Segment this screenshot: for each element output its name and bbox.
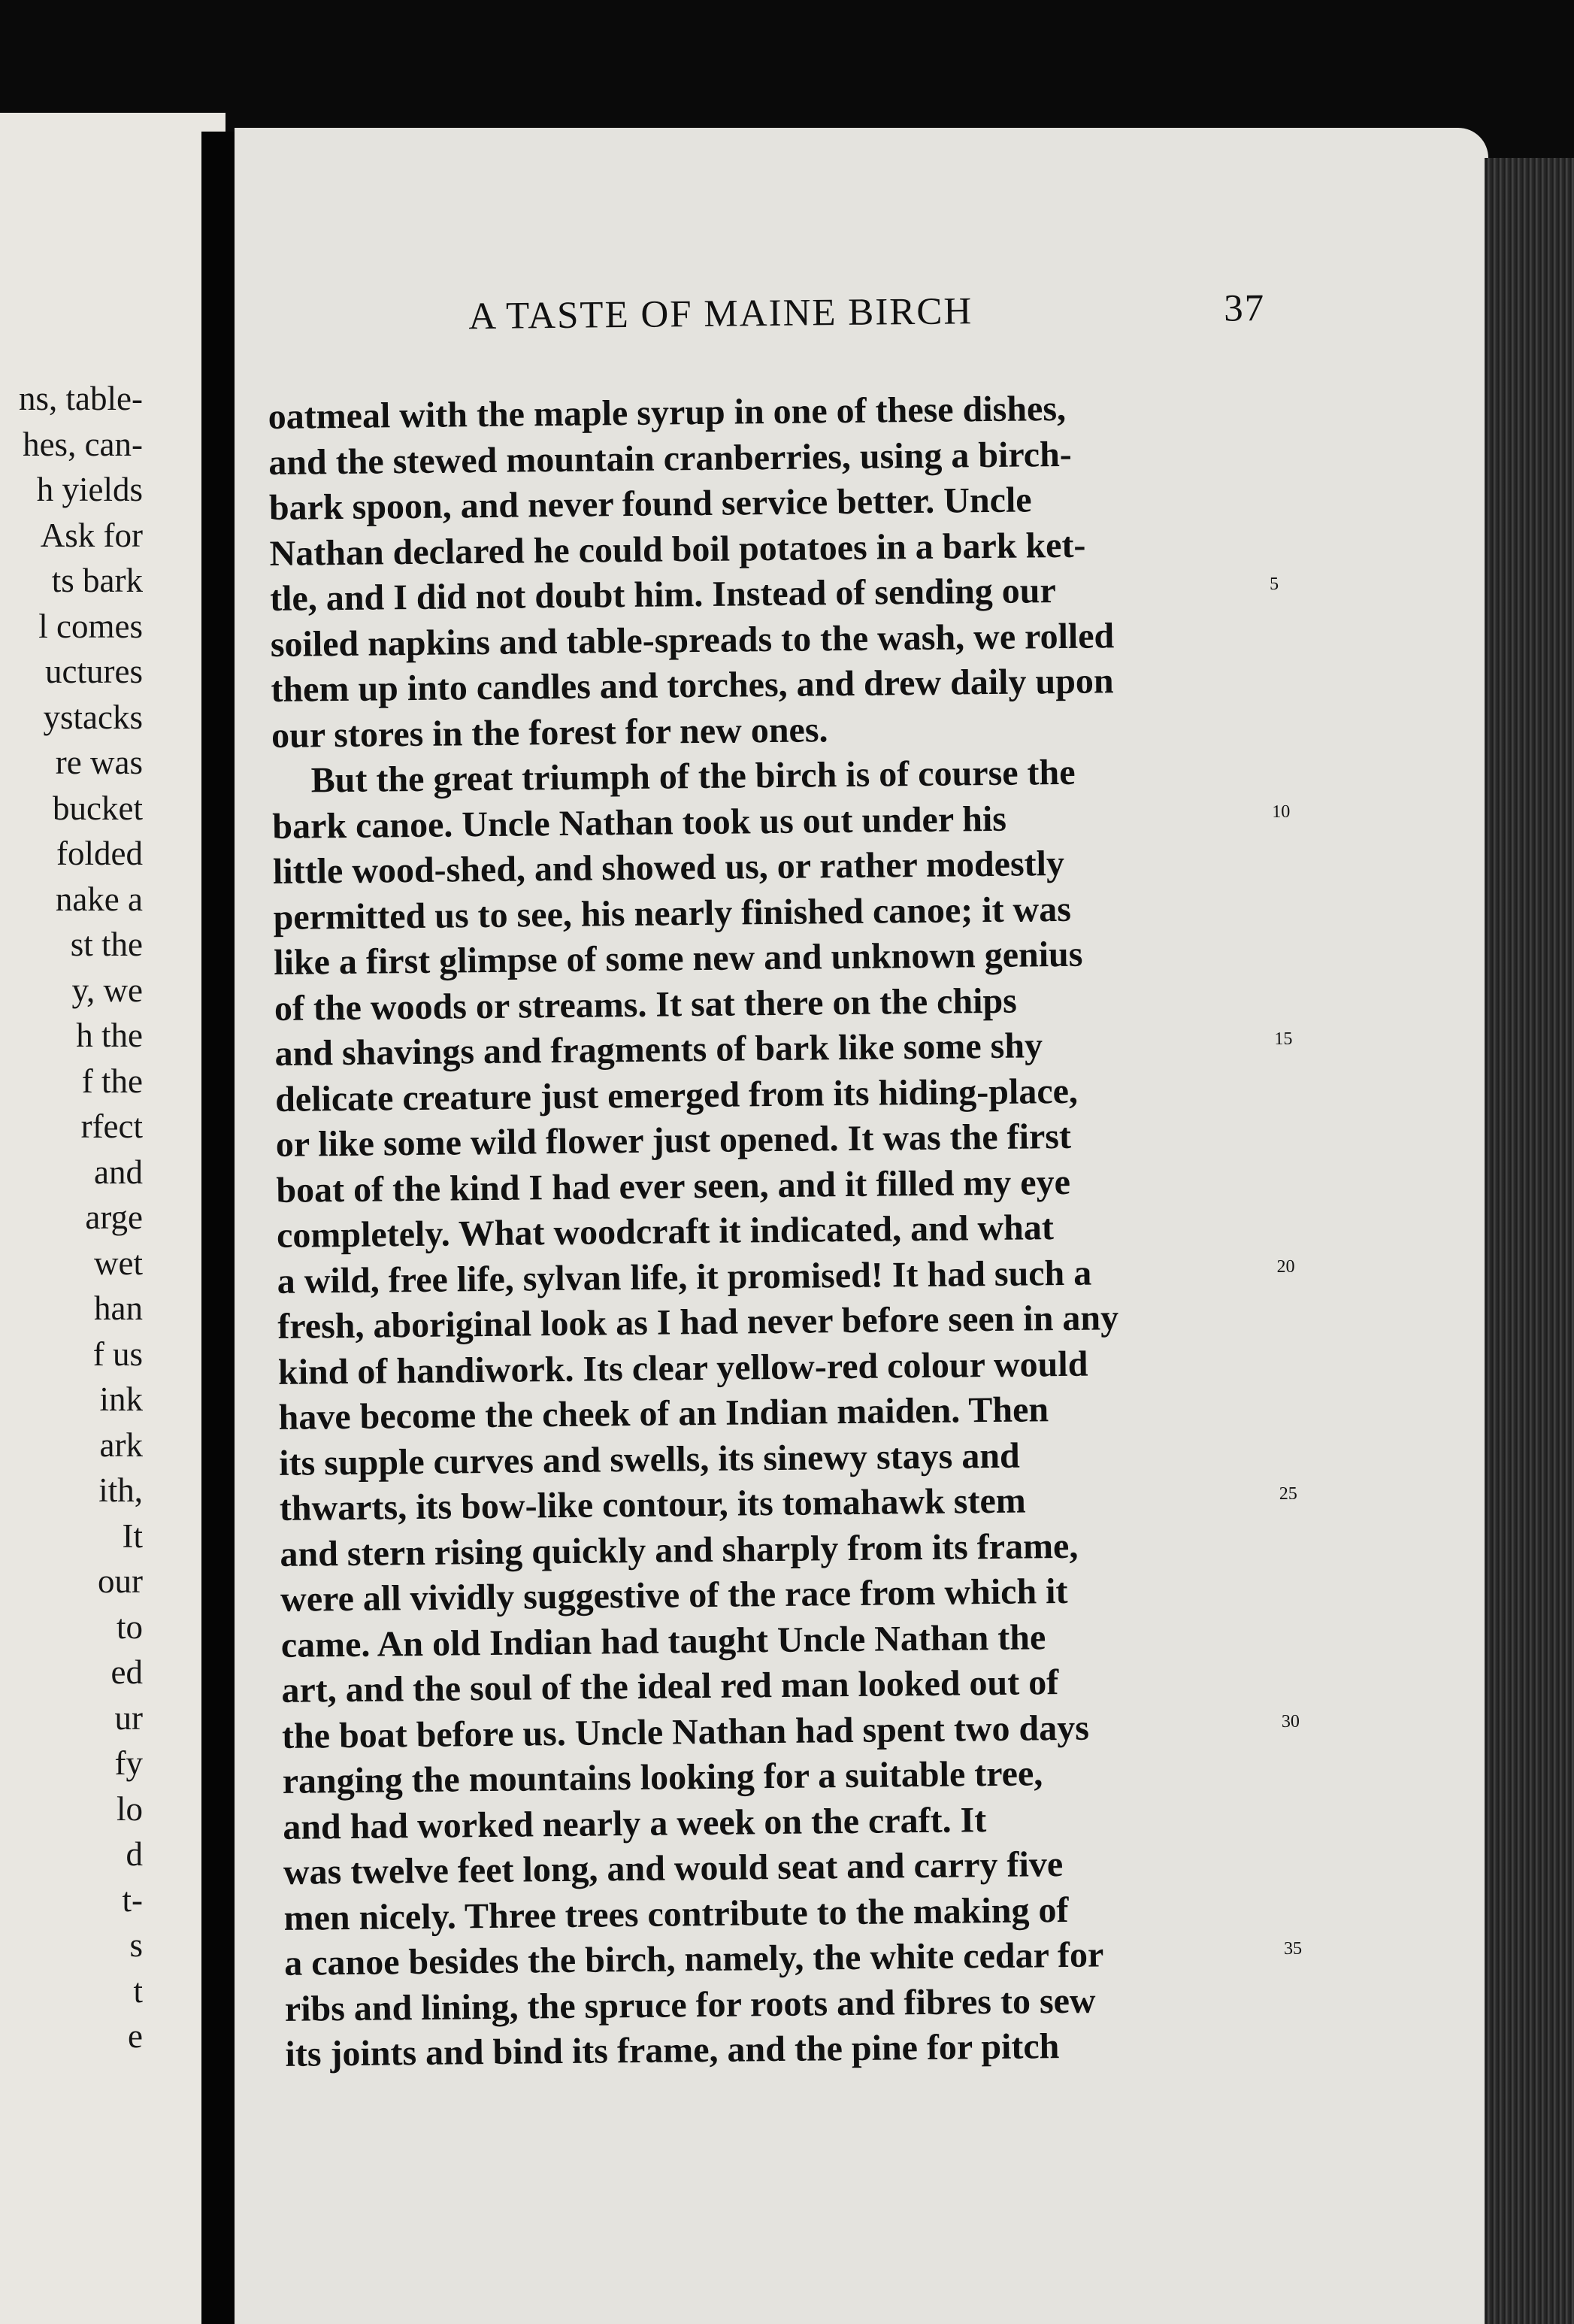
left-page-line	[0, 1377, 226, 1423]
line-text: tle, and I did not doubt him. Instead of sending our	[269, 571, 1057, 619]
book-gutter	[201, 132, 235, 2324]
left-page-fragment: folded	[56, 835, 143, 872]
left-page-line	[0, 1423, 226, 1468]
left-page-fragment: rfect	[80, 1107, 143, 1145]
line-number: 15	[1274, 1029, 1293, 1050]
line-text: came. An old Indian had taught Uncle Nathan the	[280, 1616, 1046, 1665]
left-page-fragment: ur	[114, 1698, 143, 1737]
left-page-line	[0, 1786, 226, 1832]
line-text: a canoe besides the birch, namely, the white cedar for	[283, 1935, 1104, 1983]
left-page-line	[0, 1968, 226, 2014]
left-page-fragment: uctures	[45, 653, 143, 690]
left-page	[0, 113, 226, 2324]
left-page-line	[0, 1604, 226, 1650]
left-page-line	[0, 558, 226, 604]
page-number: 37	[1223, 287, 1266, 330]
left-page-line	[0, 2013, 226, 2059]
line-text: permitted us to see, his nearly finished canoe; it was	[273, 889, 1072, 938]
line-text: Nathan declared he could boil potatoes in a bark ket-	[269, 525, 1086, 574]
left-page-line	[0, 1877, 226, 1923]
left-page-line	[0, 1513, 226, 1559]
running-head: A TASTE OF MAINE BIRCH	[468, 290, 973, 338]
left-page-line	[0, 1104, 226, 1150]
line-text: and shavings and fragments of bark like some shy	[274, 1026, 1043, 1074]
line-text: and stern rising quickly and sharply from its frame,	[280, 1526, 1079, 1574]
line-text: But the great triumph of the birch is of course the	[310, 752, 1076, 801]
left-page-fragment: our	[98, 1562, 143, 1600]
left-page-fragment: h yields	[36, 471, 143, 508]
left-page-line	[0, 922, 226, 968]
left-page-line	[0, 649, 226, 695]
left-page-fragment: t-	[122, 1880, 143, 1919]
left-page-line	[0, 1559, 226, 1604]
line-number: 10	[1272, 801, 1291, 822]
line-text: men nicely. Three trees contribute to the making of	[283, 1889, 1069, 1938]
left-page-fragment: s	[129, 1926, 143, 1964]
left-page-line	[0, 1150, 226, 1195]
line-number: 30	[1281, 1711, 1300, 1732]
left-page-fragment: e	[128, 2017, 143, 2055]
line-number: 25	[1279, 1483, 1297, 1504]
line-text: the boat before us. Uncle Nathan had spent two days	[281, 1707, 1090, 1756]
left-page-fragment: arge	[85, 1198, 143, 1236]
left-page-text	[0, 376, 226, 2059]
line-text: soiled napkins and table-spreads to the wash, we rolled	[270, 615, 1115, 665]
line-text: bark spoon, and never found service better. Uncle	[268, 480, 1032, 528]
left-page-fragment: l comes	[38, 607, 143, 645]
left-page-fragment: ts bark	[51, 562, 143, 599]
left-page-fragment: fy	[114, 1744, 143, 1782]
line-text: or like some wild flower just opened. It was the first	[275, 1116, 1072, 1165]
line-text: of the woods or streams. It sat there on the chips	[274, 980, 1018, 1029]
left-page-fragment: y, we	[71, 971, 143, 1009]
line-text: were all vividly suggestive of the race from which it	[280, 1571, 1068, 1620]
left-page-fragment: nake a	[55, 880, 143, 918]
line-text: have become the cheek of an Indian maiden. Then	[278, 1389, 1049, 1438]
left-page-line	[0, 1013, 226, 1059]
line-text: its supple curves and swells, its sinewy stays and	[278, 1435, 1020, 1483]
left-page-line	[0, 1332, 226, 1377]
line-text: was twelve feet long, and would seat and carry five	[283, 1844, 1064, 1892]
line-text: ribs and lining, the spruce for roots and fibres to sew	[284, 1980, 1096, 2029]
left-page-fragment: re was	[55, 744, 143, 781]
left-page-fragment: hes, can-	[23, 425, 143, 463]
line-text: bark canoe. Uncle Nathan took us out under his	[272, 798, 1007, 847]
left-page-fragment: h the	[76, 1017, 143, 1054]
left-page-line	[0, 968, 226, 1014]
line-text: ranging the mountains looking for a suitable tree,	[282, 1753, 1043, 1801]
page-content	[267, 286, 1303, 2077]
left-page-fragment: ns, table-	[19, 380, 143, 417]
line-text: boat of the kind I had ever seen, and it filled my eye	[276, 1162, 1071, 1210]
body-text	[268, 384, 1303, 2077]
line-text: its joints and bind its frame, and the pine for pitch	[285, 2026, 1060, 2074]
line-number: 20	[1276, 1256, 1295, 1277]
left-page-line	[0, 1832, 226, 1877]
left-page-fragment: to	[116, 1607, 143, 1646]
left-page-line	[0, 422, 226, 468]
line-text: art, and the soul of the ideal red man looked out of	[281, 1662, 1059, 1710]
left-page-fragment: t	[133, 1971, 143, 2010]
left-page-line	[0, 1241, 226, 1286]
left-page-fragment: bucket	[53, 789, 143, 827]
line-text: fresh, aboriginal look as I had never before seen in any	[277, 1298, 1119, 1347]
left-page-line	[0, 1286, 226, 1332]
left-page-line	[0, 1650, 226, 1695]
left-page-fragment: ed	[110, 1653, 143, 1691]
left-page-fragment: It	[122, 1517, 143, 1555]
line-text: little wood-shed, and showed us, or rather modestly	[272, 843, 1065, 892]
left-page-line	[0, 1059, 226, 1104]
left-page-fragment: ith,	[98, 1471, 143, 1509]
left-page-fragment: ystacks	[43, 698, 143, 736]
left-page-fragment: ark	[99, 1426, 143, 1464]
left-page-line	[0, 695, 226, 741]
left-page-fragment: ink	[99, 1380, 143, 1418]
left-page-line	[0, 877, 226, 923]
left-page-line	[0, 786, 226, 832]
left-page-line	[0, 1923, 226, 1968]
left-page-fragment: d	[126, 1835, 143, 1873]
left-page-line	[0, 376, 226, 422]
left-page-fragment: st the	[70, 926, 143, 963]
page-edges	[1485, 158, 1574, 2324]
left-page-line	[0, 1695, 226, 1741]
line-text: our stores in the forest for new ones.	[271, 709, 828, 756]
left-page-fragment: f us	[92, 1335, 143, 1373]
left-page-fragment: lo	[116, 1789, 143, 1828]
line-text: delicate creature just emerged from its hiding-place,	[274, 1071, 1079, 1120]
left-page-line	[0, 831, 226, 877]
line-text: thwarts, its bow-like contour, its tomahawk stem	[279, 1480, 1026, 1529]
page-header	[468, 286, 1266, 347]
left-page-line	[0, 467, 226, 513]
line-number: 35	[1283, 1938, 1303, 1959]
line-text: and the stewed mountain cranberries, using a birch-	[268, 434, 1073, 483]
line-number: 5	[1269, 574, 1279, 595]
left-page-line	[0, 513, 226, 559]
left-page-fragment: Ask for	[40, 516, 143, 554]
line-text: kind of handiwork. Its clear yellow-red colour would	[277, 1344, 1088, 1392]
line-text: a wild, free life, sylvan life, it promised! It had such a	[277, 1253, 1092, 1301]
left-page-line	[0, 1468, 226, 1513]
line-text: completely. What woodcraft it indicated, and what	[276, 1207, 1055, 1256]
line-text: and had worked nearly a week on the craft. It	[283, 1799, 987, 1847]
line-text: like a first glimpse of some new and unknown genius	[273, 934, 1083, 983]
left-page-fragment: wet	[94, 1244, 143, 1282]
left-page-line	[0, 604, 226, 650]
left-page-line	[0, 1195, 226, 1241]
line-text: them up into candles and torches, and drew daily upon	[271, 661, 1114, 710]
left-page-line	[0, 740, 226, 786]
left-page-fragment: f the	[81, 1062, 143, 1100]
left-page-line	[0, 1741, 226, 1786]
left-page-fragment: han	[94, 1289, 143, 1327]
left-page-fragment: and	[94, 1153, 143, 1191]
line-text: oatmeal with the maple syrup in one of these dishes,	[268, 388, 1067, 437]
